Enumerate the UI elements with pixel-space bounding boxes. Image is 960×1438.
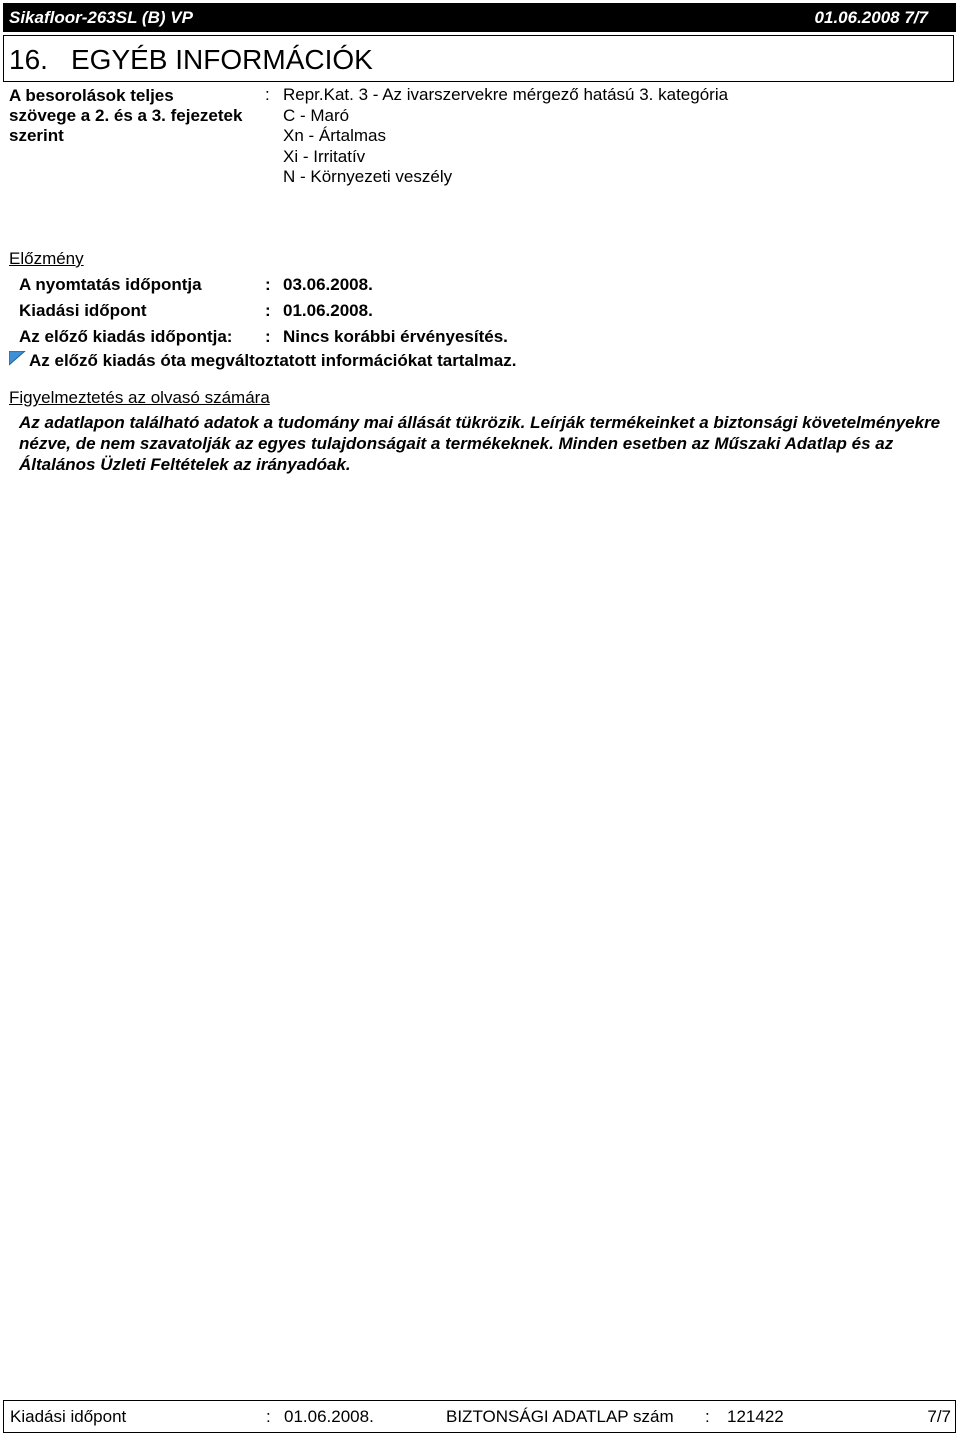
history-previous-date-value: Nincs korábbi érvényesítés.: [283, 327, 508, 346]
change-note: Az előző kiadás óta megváltoztatott információkat tartalmaz.: [29, 351, 517, 370]
document-header-bar: [3, 3, 956, 32]
classification-value: Xi - Irritatív: [283, 146, 366, 166]
history-issue-date-label: Kiadási időpont: [19, 301, 147, 320]
change-marker-icon: [9, 351, 26, 366]
history-print-date-label: A nyomtatás időpontja: [19, 275, 202, 294]
classification-label-line: szerint: [9, 126, 64, 145]
header-date-page: 01.06.2008 7/7: [814, 8, 928, 27]
classification-value: Xn - Ártalmas: [283, 126, 386, 145]
history-issue-date-value: 01.06.2008.: [283, 301, 373, 320]
footer-sds-label: BIZTONSÁGI ADATLAP szám: [446, 1407, 674, 1426]
classification-values: [283, 85, 728, 188]
document-footer: [3, 1400, 956, 1433]
classification-value: N - Környezeti veszély: [283, 167, 453, 186]
footer-page: 7/7: [927, 1407, 951, 1426]
history-heading: Előzmény: [9, 249, 84, 268]
classification-label: [9, 86, 242, 146]
classification-value: C - Maró: [283, 105, 350, 125]
classification-label-line: A besorolások teljes: [9, 86, 174, 105]
notice-heading: Figyelmeztetés az olvasó számára: [9, 388, 270, 407]
classification-value: Repr.Kat. 3 - Az ivarszervekre mérgező hatású 3. kategória: [283, 85, 729, 104]
classification-label-line: szövege a 2. és a 3. fejezetek: [9, 106, 243, 125]
footer-sds-number: 121422: [727, 1407, 784, 1426]
history-print-date-colon: :: [265, 275, 271, 294]
history-print-date-value: 03.06.2008.: [283, 275, 373, 294]
footer-colon: :: [705, 1407, 710, 1426]
section-title: EGYÉB INFORMÁCIÓK: [71, 44, 373, 75]
footer-colon: :: [266, 1407, 271, 1426]
history-issue-date-colon: :: [265, 301, 271, 320]
footer-issue-date: 01.06.2008.: [284, 1407, 374, 1426]
section-number: 16.: [9, 44, 48, 75]
footer-issue-label: Kiadási időpont: [10, 1407, 127, 1426]
history-previous-date-colon: :: [265, 327, 271, 346]
notice-text: Az adatlapon található adatok a tudomány mai állását tükrözik. Leírják termékeinket a biztonsági követelményekre nézve, de nem szavatolják az egyes tulajdonságait a termékeknek. Minden esetben az Műszaki Adatlap és az Általános Üzleti Feltételek az irányadóak.: [19, 413, 941, 474]
classification-colon: :: [265, 85, 270, 104]
section-title-box: [3, 35, 954, 82]
history-previous-date-label: Az előző kiadás időpontja:: [19, 327, 233, 346]
product-name: Sikafloor-263SL (B) VP: [9, 8, 193, 27]
